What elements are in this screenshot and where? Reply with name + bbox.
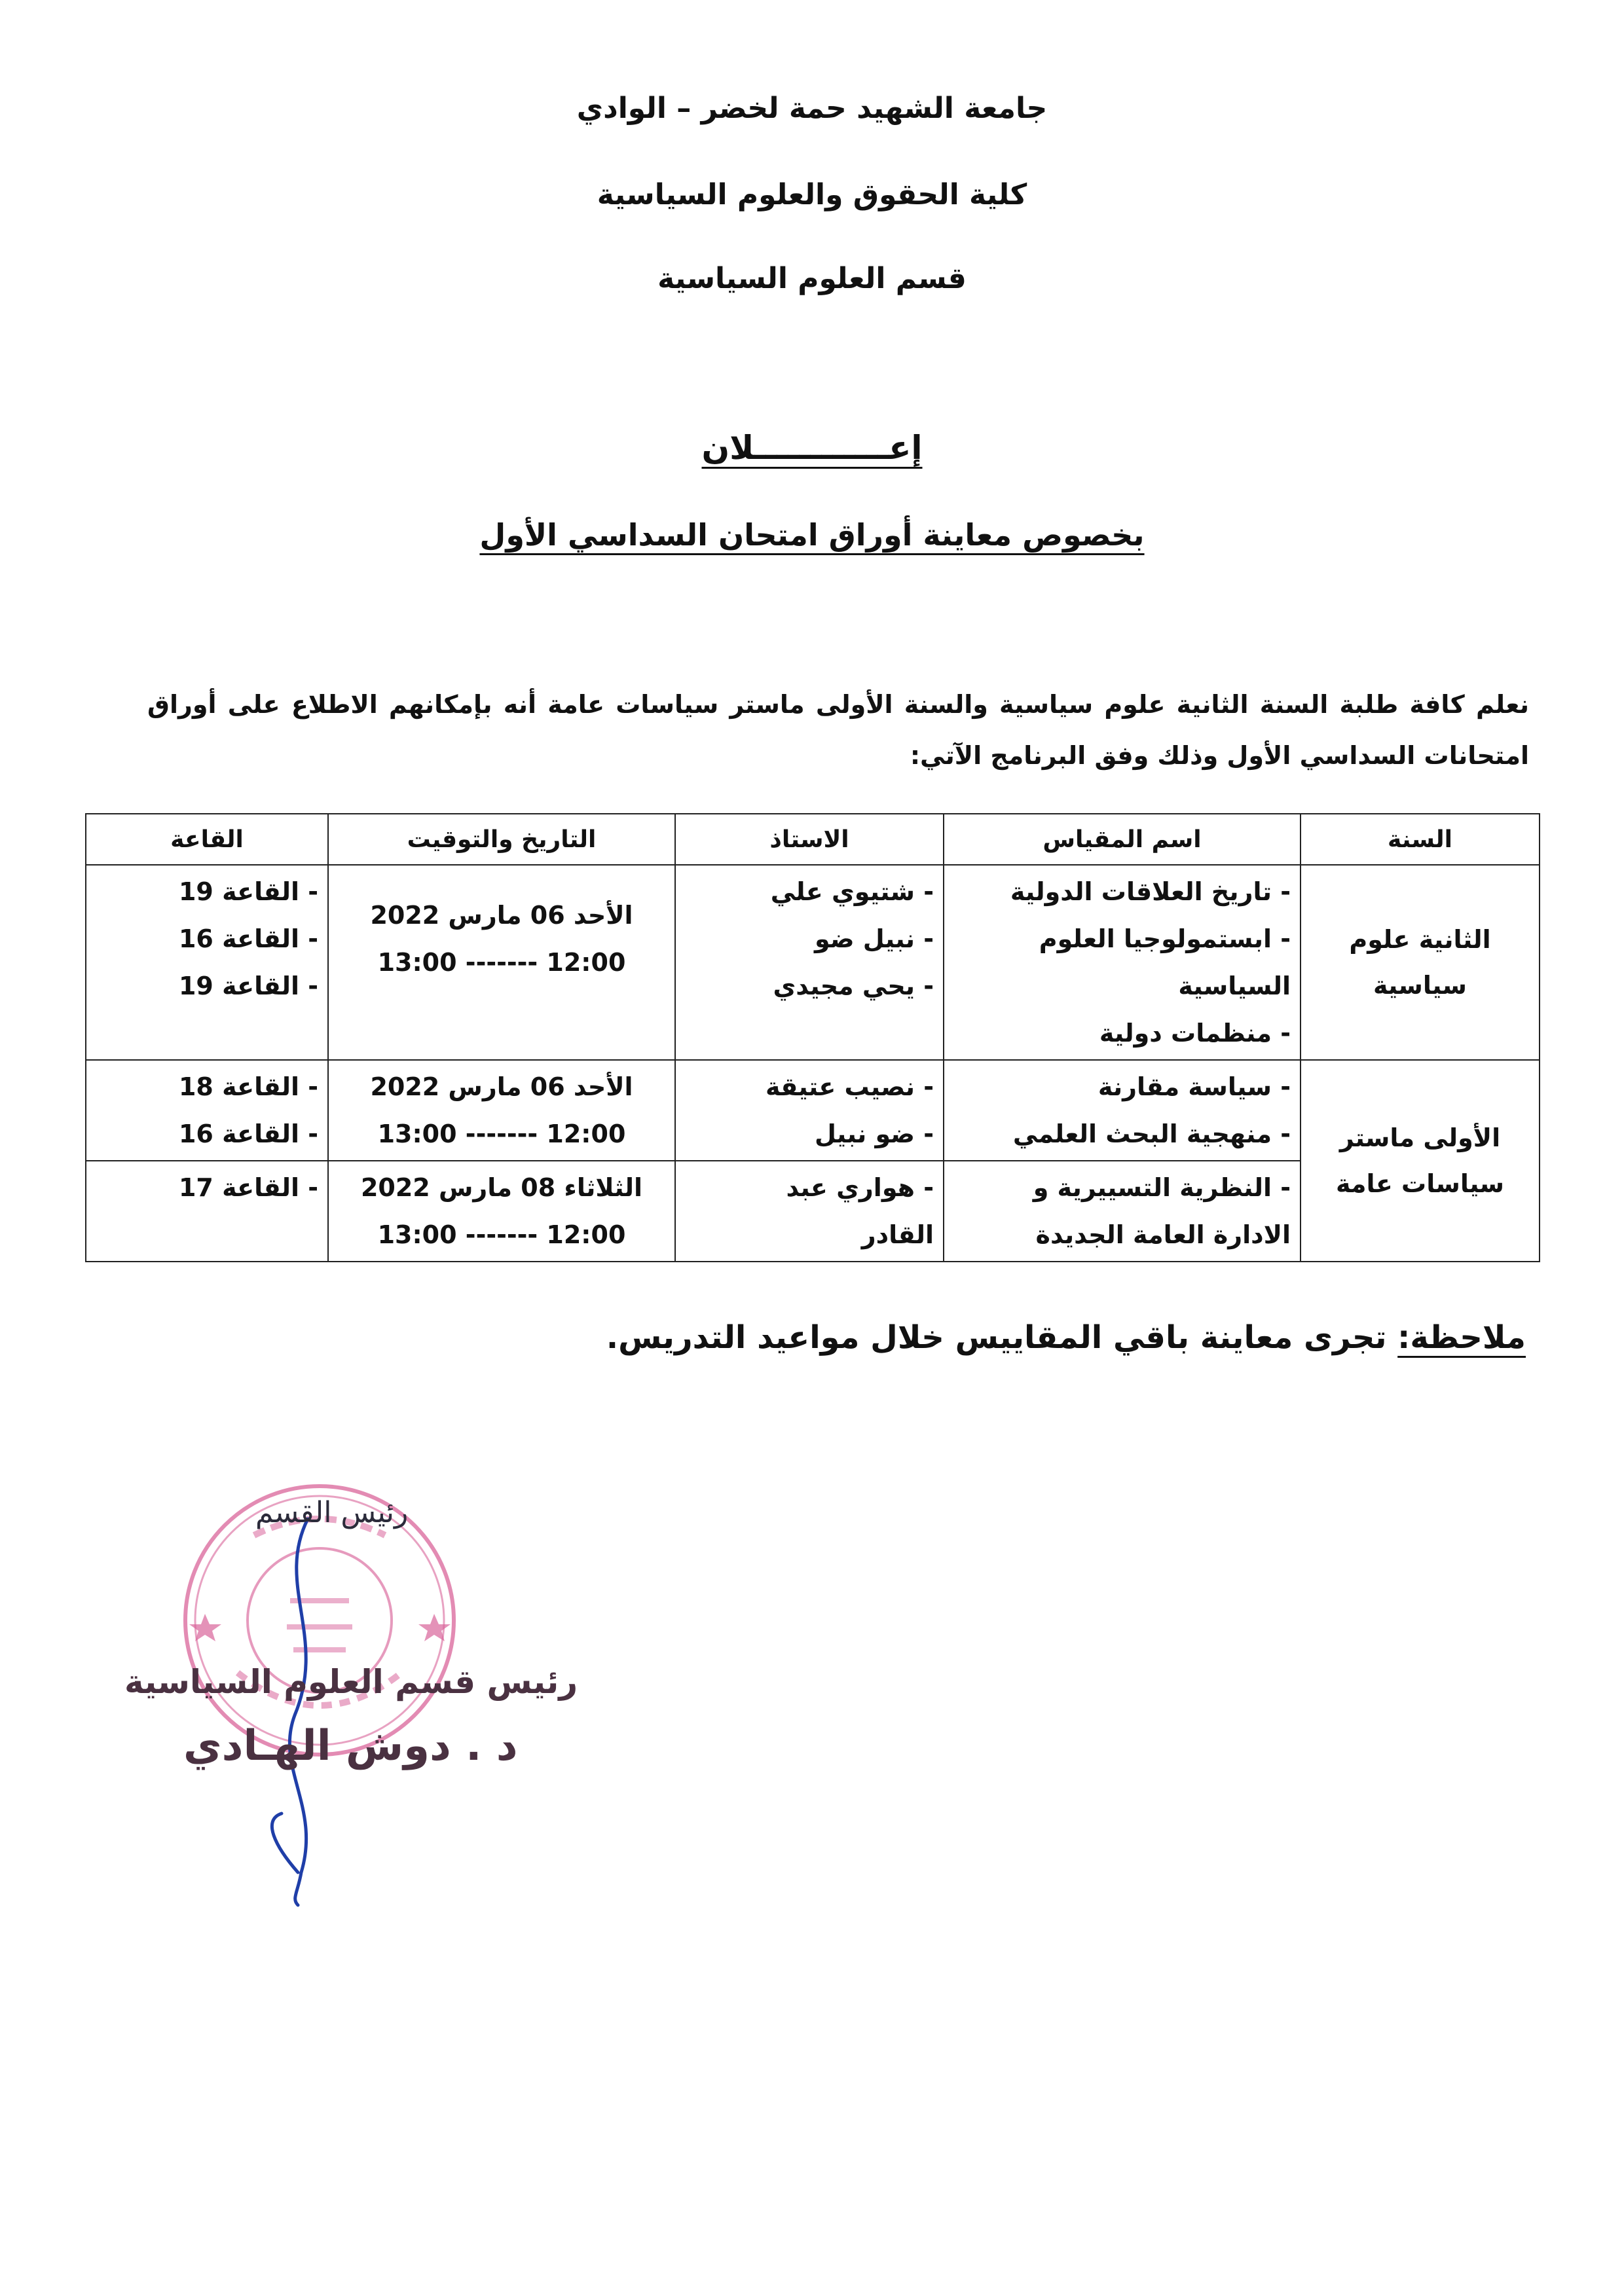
professor-item: القادر <box>861 1220 934 1249</box>
date-text: الثلاثاء 08 مارس 2022 <box>360 1173 643 1202</box>
module-item: السياسية <box>1178 972 1291 1000</box>
announcement-title: إعــــــــــــلان <box>701 429 923 467</box>
room-item: - القاعة 19 <box>178 877 318 906</box>
note <box>606 1319 1526 1356</box>
university-name: جامعة الشهيد حمة لخضر – الوادي <box>576 92 1048 125</box>
module-item: - منهجية البحث العلمي <box>1012 1120 1291 1148</box>
signature-name: د . دوش الهـادي <box>183 1722 518 1770</box>
professor-item: - نبيل ضو <box>815 924 934 953</box>
header-room: القاعة <box>86 814 328 865</box>
datetime-cell <box>328 865 675 1060</box>
room-cell <box>86 865 328 1060</box>
professor-item: - نصيب عتيقة <box>765 1072 934 1101</box>
room-item: - القاعة 19 <box>178 972 318 1000</box>
professor-item: - يحي مجيدي <box>773 972 934 1000</box>
module-cell <box>944 865 1301 1060</box>
date-text: الأحد 06 مارس 2022 <box>370 1072 633 1101</box>
room-item: - القاعة 18 <box>178 1072 318 1101</box>
signature-title: رئيس القسم <box>255 1496 409 1529</box>
datetime-cell <box>328 1161 675 1262</box>
faculty-name: كلية الحقوق والعلوم السياسية <box>597 178 1027 211</box>
time-text: 12:00 ------- 13:00 <box>377 1220 626 1249</box>
note-text: تجرى معاينة باقي المقاييس خلال مواعيد التدريس. <box>606 1319 1398 1356</box>
room-cell <box>86 1161 328 1262</box>
module-cell <box>944 1161 1301 1262</box>
table-header-row <box>86 814 1540 865</box>
date-text: الأحد 06 مارس 2022 <box>370 901 633 930</box>
time-text: 12:00 ------- 13:00 <box>377 1120 626 1148</box>
room-item: - القاعة 16 <box>178 1120 318 1148</box>
room-item: - القاعة 17 <box>178 1173 318 1202</box>
module-item: - ابستمولوجيا العلوم <box>1039 924 1291 953</box>
module-cell <box>944 1060 1301 1161</box>
schedule-table <box>85 813 1540 1262</box>
year-cell: الثانية علوم سياسية <box>1301 865 1540 1060</box>
header-module: اسم المقياس <box>944 814 1301 865</box>
table-row <box>86 1060 1540 1161</box>
module-item: - سياسة مقارنة <box>1098 1072 1291 1101</box>
room-cell <box>86 1060 328 1161</box>
module-item: الادارة العامة الجديدة <box>1035 1220 1291 1249</box>
announcement-subtitle: بخصوص معاينة أوراق امتحان السداسي الأول <box>479 517 1145 553</box>
module-item: - النظرية التسييرية و <box>1033 1173 1291 1202</box>
professor-cell <box>675 1161 944 1262</box>
signature-scribble-icon <box>236 1506 367 1912</box>
professor-item: - ضو نبيل <box>815 1120 934 1148</box>
note-label: ملاحظة: <box>1397 1319 1526 1356</box>
room-item: - القاعة 16 <box>178 924 318 953</box>
professor-item: - شتيوي علي <box>770 877 934 906</box>
department-name: قسم العلوم السياسية <box>657 262 967 295</box>
module-item: - تاريخ العلاقات الدولية <box>1010 877 1291 906</box>
time-text: 12:00 ------- 13:00 <box>377 948 626 977</box>
header-year: السنة <box>1301 814 1540 865</box>
year-cell: الأولى ماستر سياسات عامة <box>1301 1060 1540 1262</box>
header-professor: الاستاذ <box>675 814 944 865</box>
professor-item: - هواري عبد <box>786 1173 934 1202</box>
professor-cell <box>675 865 944 1060</box>
table-row <box>86 865 1540 1060</box>
professor-cell <box>675 1060 944 1161</box>
datetime-cell <box>328 1060 675 1161</box>
signature-role: رئيس قسم العلوم السياسية <box>124 1663 578 1701</box>
module-item: - منظمات دولية <box>1099 1019 1291 1048</box>
announcement-intro: نعلم كافة طلبة السنة الثانية علوم سياسية والسنة الأولى ماستر سياسات عامة أنه بإمكانهم الاطلاع على أوراق امتحانات السداسي الأول وذلك وفق البرنامج الآتي: <box>147 690 1529 770</box>
header-datetime: التاريخ والتوقيت <box>328 814 675 865</box>
